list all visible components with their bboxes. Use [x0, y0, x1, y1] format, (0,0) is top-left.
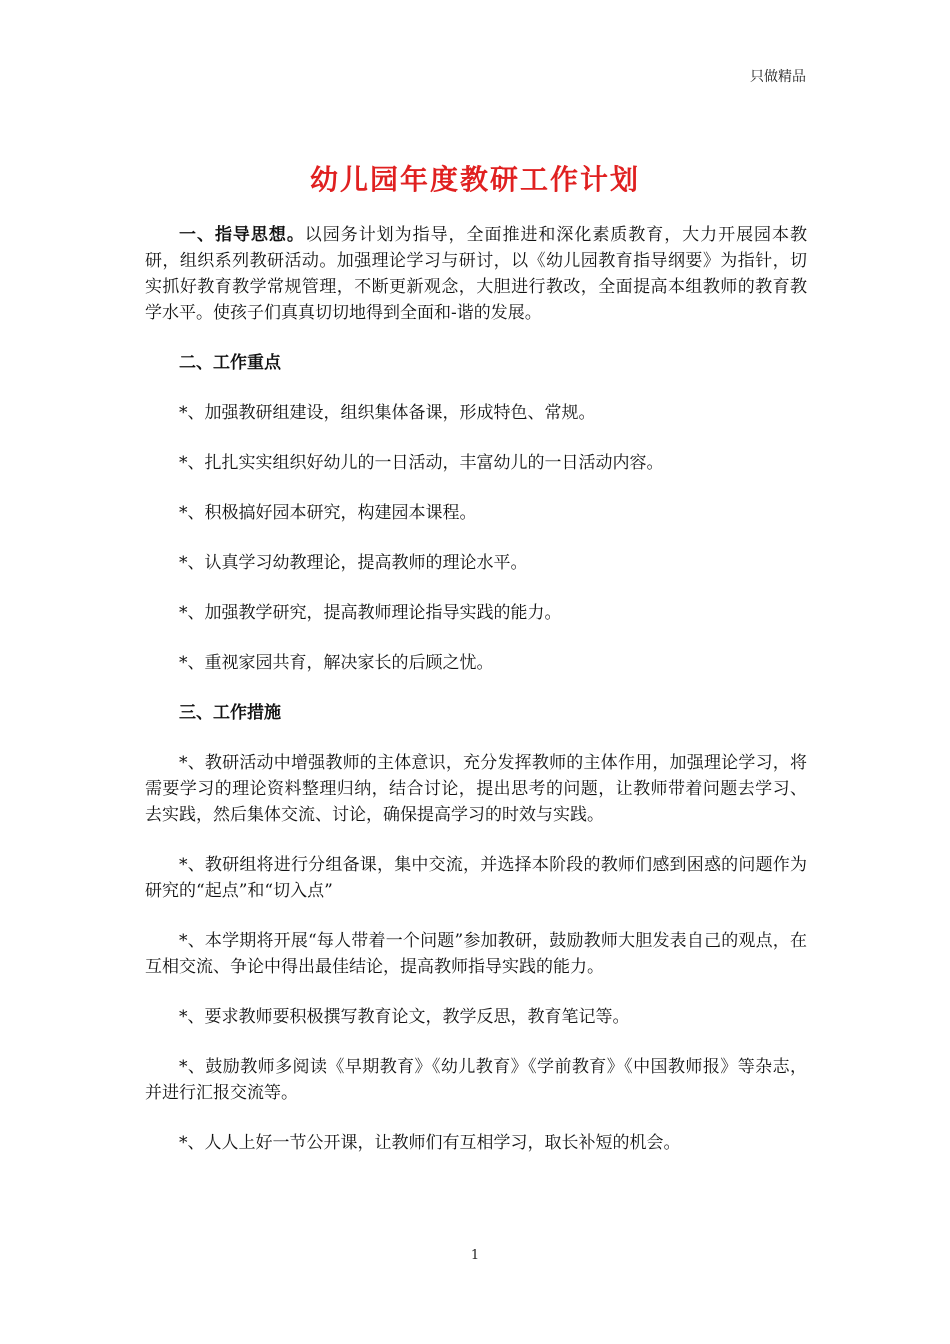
list-item: *、认真学习幼教理论，提高教师的理论水平。 — [179, 553, 528, 573]
list-item: *、本学期将开展“每人带着一个问题”参加教研，鼓励教师大胆发表自己的观点，在互相交流、争论中得出最佳结论，提高教师指导实践的能力。 — [145, 931, 807, 977]
list-item: *、重视家园共育，解决家长的后顾之忧。 — [179, 653, 494, 673]
list-item: *、鼓励教师多阅读《早期教育》《幼儿教育》《学前教育》《中国教师报》等杂志，并进行汇报交流等。 — [145, 1057, 807, 1103]
list-item: *、教研组将进行分组备课，集中交流，并选择本阶段的教师们感到困惑的问题作为研究的“起点”和“切入点” — [145, 855, 807, 901]
page-header: 只做精品 — [750, 69, 806, 85]
list-item: *、扎扎实实组织好幼儿的一日活动，丰富幼儿的一日活动内容。 — [179, 453, 664, 473]
list-item: *、要求教师要积极撰写教育论文，教学反思，教育笔记等。 — [179, 1007, 630, 1027]
list-item: *、教研活动中增强教师的主体意识，充分发挥教师的主体作用，加强理论学习，将需要学习的理论资料整理归纳，结合讨论，提出思考的问题，让教师带着问题去学习、去实践，然后集体交流、讨论，确保提高学习的时效与实践。 — [145, 753, 807, 825]
page-number: 1 — [470, 1248, 480, 1263]
list-item: *、人人上好一节公开课，让教师们有互相学习，取长补短的机会。 — [179, 1133, 681, 1153]
document-title: 幼儿园年度教研工作计划 — [309, 163, 640, 196]
list-item: *、加强教研组建设，组织集体备课，形成特色、常规。 — [179, 403, 596, 423]
list-item: *、加强教学研究，提高教师理论指导实践的能力。 — [179, 603, 562, 623]
section-1-text: 以园务计划为指导，全面推进和深化素质教育，大力开展园本教研，组织系列教研活动。加强理论学习与研讨，以《幼儿园教育指导纲要》为指针，切实抓好教育教学常规管理，不断更新观念，大胆进行教改，全面提高本组教师的教育教学水平。使孩子们真真切切地得到全面和-谐的发展。 — [145, 225, 808, 323]
section-1-heading: 一、指导思想。 — [179, 225, 305, 245]
list-item: *、积极搞好园本研究，构建园本课程。 — [179, 503, 477, 523]
section-2-heading: 二、工作重点 — [179, 353, 281, 373]
document-body — [145, 222, 807, 1156]
section-3-heading: 三、工作措施 — [179, 703, 281, 723]
section-1-paragraph — [145, 222, 807, 326]
